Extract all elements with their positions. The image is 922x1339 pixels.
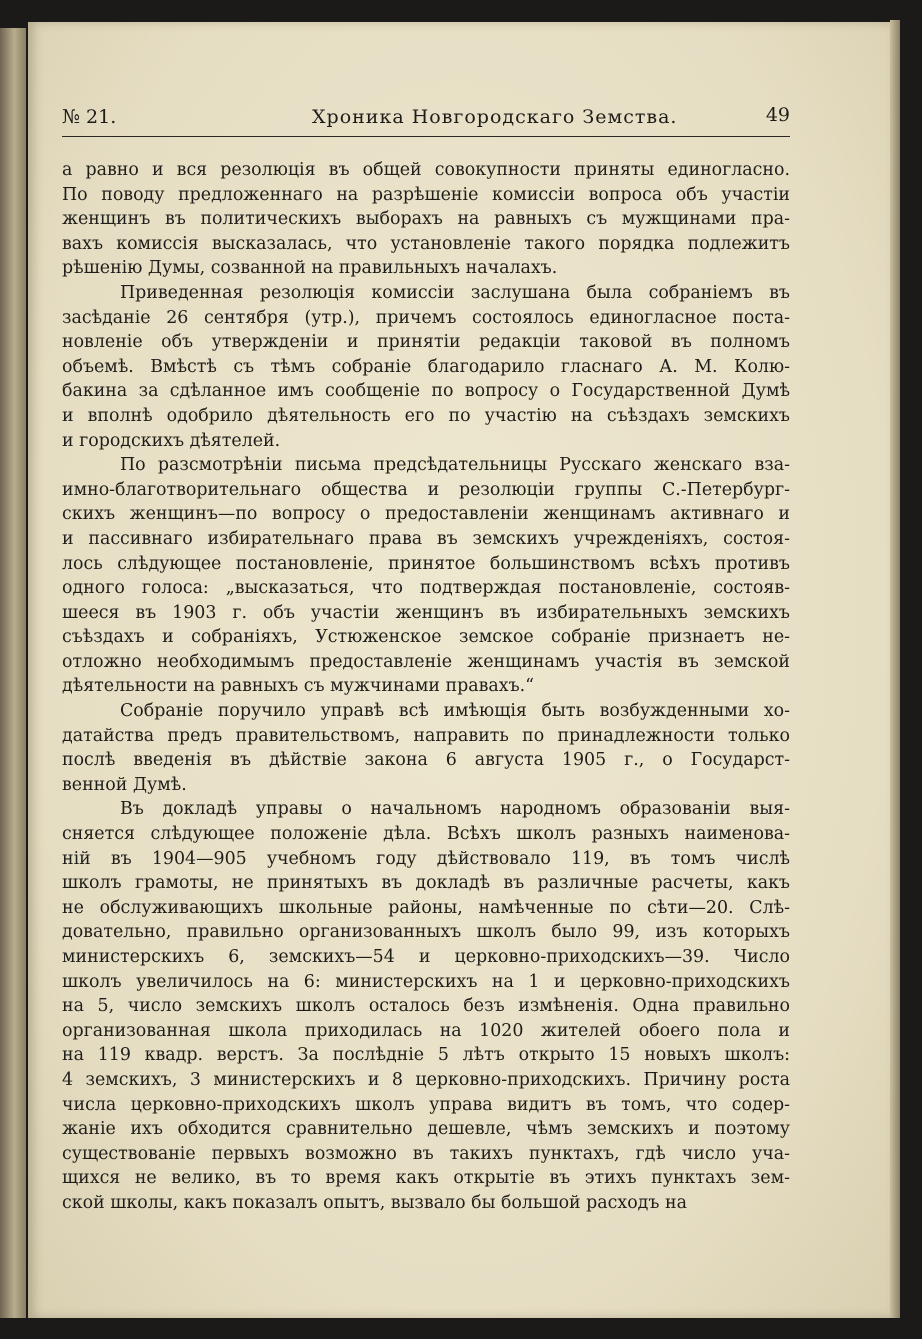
text-line: съѣздахъ и собраніяхъ, Устюженское земское собраніе признаетъ не- [62,627,790,648]
text-line: женщинъ въ политическихъ выборахъ на равныхъ съ мужщинами пра- [62,209,790,230]
text-line: ской школы, какъ показалъ опытъ, вызвало бы большой расходъ на [62,1192,687,1213]
text-line: существованіе первыхъ возможно въ такихъ пунктахъ, гдѣ число уча- [62,1143,790,1164]
text-line: министерскихъ 6, земскихъ—54 и церковно-приходскихъ—39. Число [62,947,790,967]
text-line: одного голоса: „высказаться, что подтверждая постановленіе, состояв- [62,578,790,599]
text-line: довательно, правильно организованныхъ школъ было 99, изъ которыхъ [62,922,790,943]
text-line: числа церковно-приходскихъ школъ управа видитъ въ томъ, что содер- [62,1094,790,1115]
text-line: засѣданіе 26 сентября (утр.), причемъ состоялось единогласное поста- [62,307,790,328]
text-line: лось слѣдующее постановленіе, принятое большинствомъ всѣхъ противъ [62,553,790,574]
text-line: шееся въ 1903 г. объ участіи женщинъ въ избирательныхъ земскихъ [62,602,790,623]
text-line: По разсмотрѣніи письма предсѣдательницы Русскаго женскаго вза- [120,455,790,476]
text-line: не обслуживающихъ школьные районы, намѣченные по сѣти—20. Слѣ- [62,897,790,918]
page-number: 49 [765,104,790,126]
text-line: на 119 квадр. верстъ. За послѣдніе 5 лѣтъ открыто 15 новыхъ школъ: [62,1045,790,1066]
text-line: ній въ 1904—905 учебномъ году дѣйствовало 119, въ томъ числѣ [62,848,790,869]
text-line: школъ грамоты, не принятыхъ въ докладѣ въ различные расчеты, какъ [62,873,790,894]
text-line: рѣшенію Думы, созванной на правильныхъ началахъ. [62,258,558,279]
text-line: организованная школа приходилась на 1020 жителей обоего пола и [62,1020,790,1041]
text-line: По поводу предложеннаго на разрѣшеніе комиссіи вопроса объ участіи [62,184,790,205]
journal-title: Хроника Новгородскаго Земства. [312,106,678,128]
text-line: скихъ женщинъ—по вопросу о предоставленіи женщинамъ активнаго и [62,504,790,525]
page-body-text [62,158,790,1216]
previous-page-edge [0,28,26,1318]
page-stack-edge [890,20,900,1318]
text-line: и вполнѣ одобрило дѣятельность его по участію на съѣздахъ земскихъ [62,405,790,426]
text-line: дѣятельности на равныхъ съ мужчинами правахъ.“ [62,676,535,697]
text-line: отложно необходимымъ предоставленіе женщинамъ участія въ земской [62,651,790,672]
text-line: а равно и вся резолюція въ общей совокупности приняты единогласно. [62,160,790,180]
text-line: 4 земскихъ, 3 министерскихъ и 8 церковно-приходскихъ. Причину роста [62,1069,790,1090]
text-line: на 5, число земскихъ школъ осталось безъ измѣненія. Одна правильно [62,996,790,1017]
issue-number: № 21. [62,106,117,128]
text-line: и городскихъ дѣятелей. [62,430,281,451]
text-line: сняется слѣдующее положеніе дѣла. Всѣхъ школъ разныхъ наименова- [62,824,790,845]
text-line: новленіе объ утвержденіи и принятіи редакціи таковой въ полномъ [62,332,790,353]
text-line: Собраніе поручило управѣ всѣ имѣющія быть возбужденными хо- [120,701,790,722]
text-line: послѣ введенія въ дѣйствіе закона 6 августа 1905 г., о Государст- [62,750,790,771]
text-line: датайства предъ правительствомъ, направить по принадлежности только [62,725,790,746]
text-line: Приведенная резолюція комиссіи заслушана была собраніемъ въ [120,282,790,303]
text-line: щихся не велико, въ то время какъ открытіе въ этихъ пунктахъ зем- [62,1168,790,1189]
text-line: Въ докладѣ управы о начальномъ народномъ образованіи выя- [120,799,790,820]
text-line: объемѣ. Вмѣстѣ съ тѣмъ собраніе благодарило гласнаго А. М. Колю- [62,356,790,377]
text-line: имно-благотворительнаго общества и резолюціи группы С.-Петербург- [62,479,790,500]
running-header [62,104,790,137]
text-line: и пассивнаго избирательнаго права въ земскихъ учрежденіяхъ, состоя- [62,528,790,549]
text-line: жаніе ихъ обходится сравнительно дешевле, чѣмъ земскихъ и поэтому [62,1119,790,1140]
text-line: венной Думѣ. [62,774,187,795]
text-line: школъ увеличилось на 6: министерскихъ на 1 и церковно-приходскихъ [62,971,790,992]
text-line: вахъ комиссія высказалась, что установленіе такого порядка подлежитъ [62,233,790,254]
text-line: бакина за сдѣланное имъ сообщеніе по вопросу о Государственной Думѣ [62,381,790,402]
